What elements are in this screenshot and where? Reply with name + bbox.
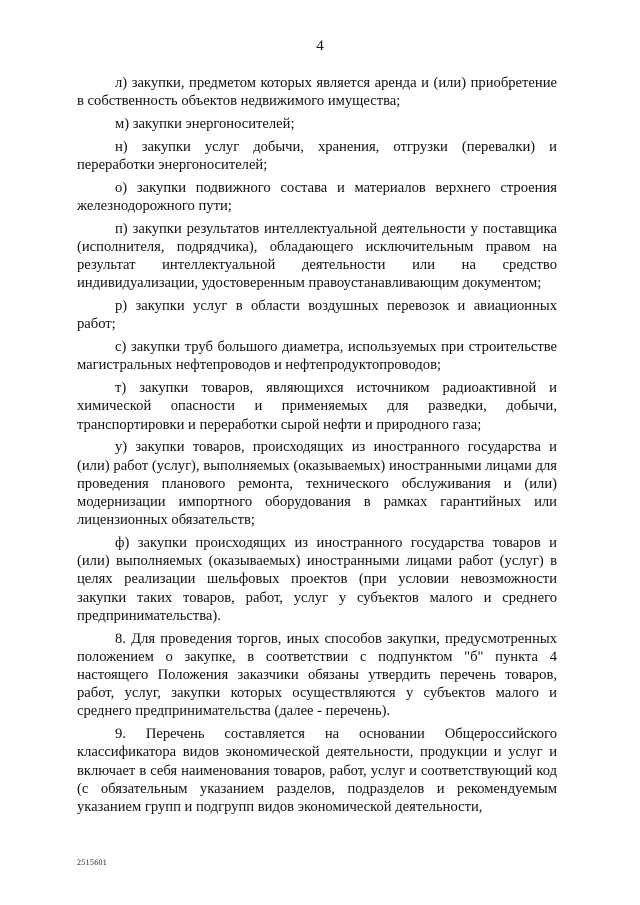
paragraph-8: 8. Для проведения торгов, иных способов закупки, предусмотренных положением о закупке, в соответствии с подпунктом "б" пункта 4 настоящего Положения заказчики обязаны утвердить перечень товаров, работ, услуг, закупки которых осуществляются у субъектов малого и среднего предпринимательства (далее - перечень). (77, 630, 557, 720)
paragraph-r: р) закупки услуг в области воздушных перевозок и авиационных работ; (77, 298, 557, 333)
paragraph-t: т) закупки товаров, являющихся источником радиоактивной и химической опасности и применяемых для разведки, добычи, транспортировки и переработки сырой нефти и природного газа; (77, 380, 557, 433)
page-number: 4 (316, 38, 324, 54)
paragraph-9: 9. Перечень составляется на основании Общероссийского классификатора видов экономической деятельности, продукции и услуг и включает в себя наименования товаров, работ, услуг и соответствующий код (с обязательным указанием разделов, подразделов и рекомендуемым указанием групп и подгрупп видов экономической деятельности, (77, 726, 557, 816)
paragraph-l: л) закупки, предметом которых является аренда и (или) приобретение в собственность объектов недвижимого имущества; (77, 75, 557, 110)
paragraph-o: о) закупки подвижного состава и материалов верхнего строения железнодорожного пути; (77, 179, 557, 214)
paragraph-u: у) закупки товаров, происходящих из иностранного государства и (или) работ (услуг), выполняемых (оказываемых) иностранными лицами для проведения планового ремонта, технического обслуживания и (или) модернизации импортного оборудования в рамках гарантийных или лицензионных обязательств; (77, 439, 557, 529)
paragraph-f: ф) закупки происходящих из иностранного государства товаров и (или) выполняемых (оказываемых) иностранными лицами работ (услуг) в целях реализации шельфовых проектов (при условии невозможности закупки таких товаров, работ, услуг у субъектов малого и среднего предпринимательства). (77, 535, 557, 624)
paragraph-s: с) закупки труб большого диаметра, используемых при строительстве магистральных нефтепроводов и нефтепродуктопроводов; (77, 339, 557, 374)
document-footer-code: 2515601 (77, 858, 108, 867)
paragraph-p: п) закупки результатов интеллектуальной деятельности у поставщика (исполнителя, подрядчика), обладающего исключительным правом на результат интеллектуальной деятельности или на средство индивидуализации, удостоверенным правоустанавливающим документом; (77, 220, 557, 292)
paragraph-m: м) закупки энергоносителей; (115, 116, 295, 132)
document-body (77, 74, 557, 821)
paragraph-n: н) закупки услуг добычи, хранения, отгрузки (перевалки) и переработки энергоносителей; (77, 138, 557, 173)
